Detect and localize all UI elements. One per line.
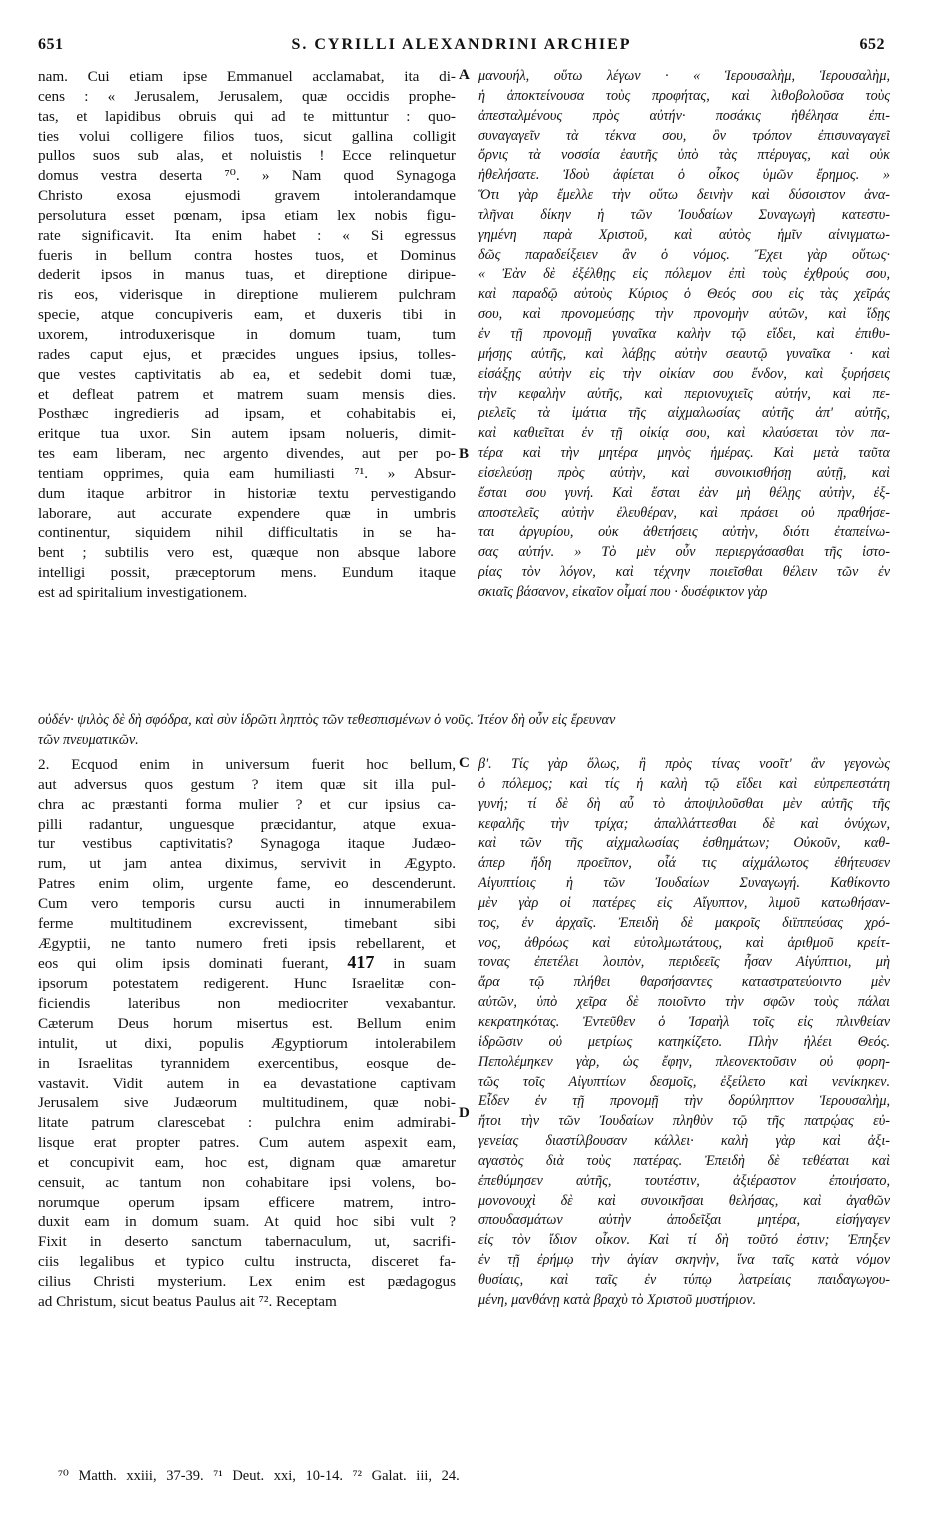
text-line-content: tur vestibus captivitatis? Synagoga itaque Judæo- [38,835,456,853]
text-line [38,974,456,994]
text-line [38,1173,456,1193]
text-line: laborare, aut accurate expendere quæ in umbris [38,504,456,522]
text-line-content: Cæterum Deus horum misertus est. Bellum enim [38,1014,456,1032]
text-line [38,1252,456,1272]
greek-full-width-lines [38,711,890,751]
text-line: que vestes captivitatis ab ea, et sedebit domi tuæ, [38,365,456,383]
text-line-content: censuit, ac tantum non cohabitare ipsi volens, bo- [38,1173,456,1191]
text-line: αποστελεῖς αὐτὴν ἐλευθέραν, καὶ πράσει οὐ πραθήσε- [478,504,890,521]
text-line: άπερ ἤδη προεῖπον, οἷά τις αἰχμάλωτος ἐθήτευσεν [478,855,890,872]
text-line: γενείας διαστίλβουσαν κάλλει· καλὴ γὰρ καὶ ἀξι- [478,1133,890,1150]
text-line [38,1014,456,1034]
text-line-content: eos qui olim ipsis dominati fuerant, [38,955,329,973]
text-line: uxorem, introduxerisque in domum tuam, tum [38,325,456,343]
text-line-content: aut adversus quos gestum ? item quæ sit illa pul- [38,775,456,793]
text-line: ris eos, viderisque in direptione mulierem pulchram [38,286,456,304]
text-line [38,1232,456,1252]
latin-column-top [38,67,456,603]
text-line: ἐν τῇ προνομῇ γυναῖκα καλὴν τῷ εἴδει, καὶ ἐπιθυ- [478,325,890,342]
text-line: ties volui colligere filios tuos, sicut gallina colligit [38,127,456,145]
text-line: τος, ἐν ἀρχαῖς. Ἐπειδὴ δὲ μακροῖς διϊππεύσας χρό- [478,914,890,931]
text-line: σας αὐτήν. » Τὸ μὲν οὖν περιεργάσασθαι τῆς ἱστο- [478,544,890,561]
text-line-content: ferme multitudinem excrevissent, timebant sibi [38,914,456,932]
margin-marker-d: D [459,1105,470,1121]
text-line: bent ; subtilis vero est, quæque non absque labore [38,544,456,562]
text-line: ὁ πόλεμος; καὶ τίς ἡ καλὴ τῷ εἴδει καὶ εὐπρεπεστάτη [478,775,890,792]
margin-marker-c: C [459,755,470,771]
text-line: ἤτοι τὴν τῶν Ἰουδαίων πληθὺν τῷ τῆς πατρῴας εὐ- [478,1113,890,1130]
text-line [38,934,456,954]
text-line-content: litate patrum clarescebat : pulchra enim admirabi- [38,1114,456,1132]
text-line: μήσῃς αὐτῆς, καὶ λάβῃς αὐτὴν σεαυτῷ γυναῖκα · καὶ [478,345,890,362]
text-line: pullos suos sub alas, et noluistis ! Ecce relinquetur [38,147,456,165]
text-line [38,834,456,854]
text-line: τλῆναι δίκην ἡ τῶν Ἰουδαίων Συναγωγὴ κατεστυ- [478,206,890,223]
text-line: eritque tua uxor. Sin autem ipsam nolueris, dimit- [38,425,456,443]
text-line [38,1034,456,1054]
text-line: Christo exosa ejusmodi gravem intolerandamque [38,187,456,205]
greek-column-bottom [478,755,890,1311]
greek-column-top [478,67,890,603]
text-line: tas, et lapidibus obruis qui ad te mittuntur : quo- [38,107,456,125]
text-line [38,1212,456,1232]
text-line: ὄρνις τὰ νοσσία ἑαυτῆς ὑπὸ τὰς πτέρυγας, καὶ οὐκ [478,147,890,164]
text-line: αὐτῶν, ὑπὸ χεῖρα δὲ ποιοῖντο τὴν σφῶν τοὺς πάλαι [478,994,890,1011]
text-line: Posthæc ingredieris ad ipsam, et cohabitabis ei, [38,405,456,423]
text-line: cens : « Jerusalem, Jerusalem, quæ occidis prophe- [38,87,456,105]
text-line: τονας ἐπετέλει λοιπὸν, περιδεεῖς ἦσαν Αἰγύπτιοι, μὴ [478,954,890,971]
text-line: Πεπολέμηκεν γὰρ, ὡς ἔφην, πλεονεκτοῦσιν οὐ φορη- [478,1053,890,1070]
text-line: νος, ἀθρόως καὶ εὐτολμωτάτους, καὶ ἀριθμοῦ κρείτ- [478,934,890,951]
text-line [38,1292,456,1312]
text-line-content: ad Christum, sicut beatus Paulus ait ⁷². Receptam [38,1292,337,1310]
text-line [38,854,456,874]
text-line [38,1074,456,1094]
text-line-content: intulit, ut dixi, populis Ægyptiorum intolerabilem [38,1034,456,1052]
text-line: γυνή; τί δὲ δὴ αὖ τὸ ἀποψιλοῦσθαι μὲν αὐτῆς τῆς [478,795,890,812]
text-line: β'. Τίς γὰρ ὅλως, ἢ πρὸς τίνας νοοῖτ' ἂν γεγονὼς [478,756,890,772]
text-line: ρίας τὸν λόγον, καὶ τέχνην ποιεῖσθαι θέλειν τῶν ἐν [478,564,890,581]
text-line-content: Patres enim olim, urgente fame, eo descenderunt. [38,875,456,893]
text-line: « Ἐὰν δὲ ἐξέλθῃς εἰς πόλεμον ἐπὶ τοὺς ἐχθρούς σου, [478,266,890,283]
text-line-content: in Israelitas tyrannidem exercentibus, eosque de- [38,1054,456,1072]
text-line: εἰς τὸν ἴδιον οἶκον. Καὶ τί δὴ τοῦτό ἐστιν; Ἐπηξεν [478,1232,890,1249]
text-line [38,1193,456,1213]
text-line: δῶς παραδείξειεν ἂν ὁ νόμος. Ἔχει γὰρ οὕτως· [478,246,890,263]
text-line [38,755,456,775]
text-line [38,795,456,815]
text-line: εἰσελεύσῃ πρὸς αὐτὴν, καὶ συνοικισθήσῃ αὐτῇ, καὶ [478,464,890,481]
text-line: εἰσάξῃς αὐτὴν εἰς τὴν οἰκίαν σου ἔνδον, καὶ ξυρήσεις [478,365,890,382]
text-line: tes eam liberam, nec argento divendes, aut per po- [38,445,456,463]
text-line: τῶς τοῖς Αἰγυπτίων δεσμοῖς, ἐξείλετο καὶ νενίκηκεν. [478,1073,890,1090]
text-line-content: Fixit in deserto sanctum tabernaculum, ut, sacrifi- [38,1233,456,1251]
text-line-content: rum, ut jam antea diximus, servivit in Ægypto. [38,855,456,873]
text-line: αγαστὸς διὰ τοὺς πατέρας. Ἐπειδὴ δὲ τεθέαται καὶ [478,1152,890,1169]
text-line [38,874,456,894]
text-line-content: duxit eam in domum suam. At quid hoc sibi vult ? [38,1213,456,1231]
running-header [38,36,885,60]
text-line [38,914,456,934]
text-line: σπουδασμάτων αὐτὴν ἀποδεῖξαι μητέρα, εἰσήγαγεν [478,1212,890,1229]
text-line: dederit ipsos in manus tuas, et direptione diripue- [38,266,456,284]
text-line: intelligi possit, præceptorum mens. Eundum itaque [38,564,456,582]
text-line-content: norumque operum ipsam efficere matrem, intro- [38,1193,456,1211]
text-line: ἐν τῇ ἐρήμῳ τὴν ἁγίαν σκηνὴν, ἵνα ταῖς κατὰ νόμον [478,1252,890,1269]
text-line [38,775,456,795]
text-line: τέρα καὶ τὴν μητέρα μηνὸς ἡμέρας. Καὶ μετὰ ταῦτα [478,445,890,462]
text-line-content: chra ac præstanti forma mulier ? et cur ipsius ca- [38,795,456,813]
text-line: rades caput ejus, et præcides ungues ipsius, tolles- [38,345,456,363]
footnotes: ⁷⁰ Matth. xxiii, 37-39. ⁷¹ Deut. xxi, 10-14. ⁷² Galat. iii, 24. [58,1468,460,1484]
text-line-content: Ægyptii, ne tanto numero freti ipsis rebellarent, et [38,934,456,952]
text-line: μανουήλ, οὕτω λέγων · « Ἱερουσαλὴμ, Ἱερουσαλὴμ, [478,68,890,84]
text-line [38,894,456,914]
text-line: γημένη παρὰ Χριστοῦ, καὶ αὐτὸς ἡμῖν αἰνιγματω- [478,226,890,243]
text-line [38,994,456,1014]
text-line [38,1093,456,1113]
text-line: σκιαῖς βάσανον, εἰκαῖον οἶμαί που · δυσέφικτον γὰρ [478,583,768,600]
text-line [38,815,456,835]
text-line-content: lisque erat propter patres. Cum autem aspexit eam, [38,1134,456,1152]
latin-column-bottom [38,755,456,1312]
margin-marker-b: B [459,446,470,462]
text-line: θυσίαις, καὶ ταῖς ἐν τύπῳ λατρείαις παιδαγωγου- [478,1271,890,1288]
text-line [38,1153,456,1173]
folio-number: 417 [347,953,375,973]
text-line: τῶν πνευματικῶν. [38,731,139,748]
text-line: ριελεῖς τὰ ἱμάτια τῆς αἰχμαλωσίας αὐτῆς ἀπ' αὐτῆς, [478,405,890,422]
text-line: ἱδρῶσιν οὐ μετρίως κατηκίζετο. Πλὴν ἠλέει Θεός. [478,1033,890,1050]
text-line: μὲν γὰρ οἱ πατέρες εἰς Αἴγυπτον, λιμοῦ κατωθήσαν- [478,894,890,911]
text-line: ται ἀργυρίου, οὐκ ἀθετήσεις αὐτὴν, διότι ἐταπείνω- [478,524,890,541]
text-line: καὶ παραδῷ αὐτοὺς Κύριος ὁ Θεός σου εἰς τὰς χεῖράς [478,286,890,303]
text-line: καὶ τῶν τῆς αἰχμαλωσίας ἐσθημάτων; Οὐκοῦν, καθ- [478,835,890,852]
text-line-content: Jerusalem sive Judæorum multitudinem, quæ nobi- [38,1094,456,1112]
margin-marker-a: A [459,67,470,83]
page-number-right: 652 [859,36,885,53]
text-line: κεκρατηκότας. Ἐντεῦθεν ὁ Ἰσραὴλ τοῖς εἰς πλινθείαν [478,1013,890,1030]
text-line-content: ficiendis lateribus non mediocriter vexabantur. [38,995,456,1013]
text-line-content: ipsorum potestatem redigerent. Hunc Israelitæ con- [38,975,456,993]
text-line: est ad spiritalium investigationem. [38,583,248,601]
text-line [38,953,456,974]
text-line-content: cilius Christi mysterium. Lex enim est pædagogus [38,1272,456,1290]
text-line-content: vastavit. Vidit autem in ea devastatione captivam [38,1074,456,1092]
text-line: rate significavit. Ita enim habet : « Si egressus [38,226,456,244]
text-line [38,1133,456,1153]
text-line: tentiam opprimes, quia eam humiliasti ⁷¹. » Absur- [38,464,456,482]
text-line: τὴν κεφαλὴν αὐτῆς, καὶ περιονυχιεῖς αὐτήν, καὶ πε- [478,385,890,402]
text-line [38,1272,456,1292]
running-title: S. CYRILLI ALEXANDRINI ARCHIEP [291,36,632,53]
text-line: Αἰγυπτίοις ἡ τῶν Ἰουδαίων Συναγωγή. Καθίκοντο [478,875,890,892]
text-line: specie, atque concupiveris eam, et duxeris tibi in [38,306,456,324]
text-line: continentur, siquidem nihil difficultatis in se ha- [38,524,456,542]
text-line: σου, καὶ προνομεύσῃς τὴν προνομὴν αὐτῶν, καὶ ἴδῃς [478,306,890,323]
text-line: ἡ ἀποκτείνουσα τοὺς προφήτας, καὶ λιθοβολοῦσα τοὺς [478,87,890,104]
text-line-content: et concupivit eam, hoc est, dignam quæ amaretur [38,1153,456,1171]
folio-line-suffix: in suam [374,955,456,973]
text-line: μονονουχὶ δὲ καὶ συνοικῆσαι θελήσας, καὶ ἀγαθῶν [478,1192,890,1209]
text-line: fueris in bellum contra hostes tuos, et Dominus [38,246,456,264]
text-line: nam. Cui etiam ipse Emmanuel acclamabat, ita di- [38,68,456,85]
text-line: ἀπεσταλμένους πρὸς αὐτήν· ποσάκις ἠθέλησα ἐπι- [478,107,890,124]
text-line: ἐπεθύμησεν αὐτῆς, τουτέστιν, ἀξιέραστον ἐποιήσατο, [478,1172,890,1189]
text-line: domus vestra deserta ⁷⁰. » Nam quod Synagoga [38,167,456,185]
text-line: ἔσται σου γυνή. Καὶ ἔσται ἐὰν μὴ θέλῃς αὐτὴν, ἐξ- [478,484,890,501]
text-line [38,1054,456,1074]
text-line-content: 2. Ecquod enim in universum fuerit hoc bellum, [38,756,456,773]
text-line: et defleat patrem et matrem suam mensis dies. [38,385,456,403]
text-line: κεφαλῆς τὴν τρίχα; ἀπαλλάττεσθαι δὲ καὶ ὀνύχων, [478,815,890,832]
text-line-content: ciis legalibus et typico cultu instructa, disceret fa- [38,1253,456,1271]
text-line [38,1113,456,1133]
text-line: Ὅτι γὰρ ἔμελλε τὴν οὕτω δεινὴν καὶ δύσοιστον ἀνα- [478,187,890,204]
text-line: Εἶδεν ἐν τῇ προνομῇ τὴν δορύληπτον Ἱερουσαλὴμ, [478,1093,890,1110]
text-line: dum itaque arbitror in historiæ textu pervestigando [38,484,456,502]
text-line-content: pilli radantur, unguesque præcidantur, atque exua- [38,815,456,833]
text-line: συναγαγεῖν τὰ τέκνα σου, ὃν τρόπον ἐπισυναγαγεῖ [478,127,890,144]
text-line: μένη, μανθάνῃ κατὰ βραχὺ τὸ Χριστοῦ μυστήριον. [478,1291,757,1308]
text-line: ἠθελήσατε. Ἰδοὺ ἀφίεται ὁ οἶκος ὑμῶν ἔρημος. » [478,167,890,184]
text-line: ἄρα τῷ πλήθει θαρσήσαντες καταστρατεύοιντο μὲν [478,974,890,991]
text-line-content: Cum vero temporis cursu aucti in innumerabilem [38,894,456,912]
text-line: persolutura esset pœnam, ipsa etiam lex nobis figu- [38,206,456,224]
text-line: καὶ καθιεῖται ἐν τῇ οἰκίᾳ σου, καὶ κλαύσεται τὸν πα- [478,425,890,442]
text-line: οὐδέν· ψιλὸς δὲ δὴ σφόδρα, καὶ σὺν ἱδρῶτι ληπτὸς τῶν τεθεσπισμένων ὁ νοῦς. Ἰτέον δὴ οὖν εἰς ἔρευναν [38,712,616,728]
page-number-left: 651 [38,36,64,53]
